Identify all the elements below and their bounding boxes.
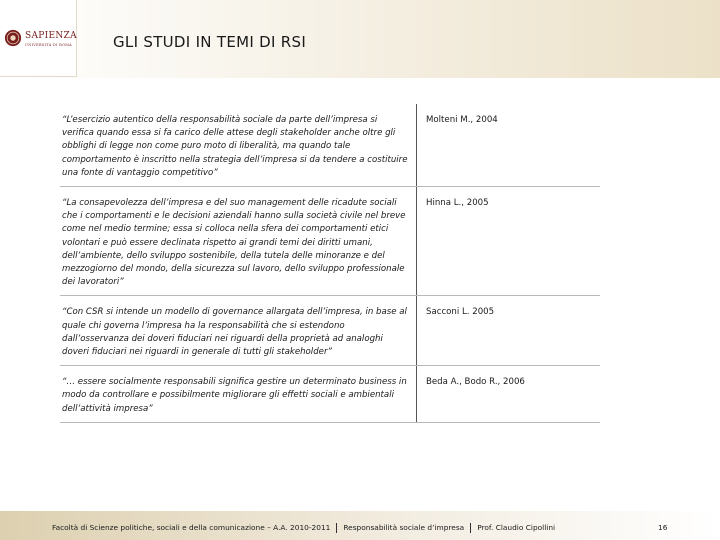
footer-divider — [470, 523, 471, 533]
quote-cell: “La consapevolezza dell’impresa e del suo management delle ricadute sociali che i comportamenti e le decisioni aziendali hanno sulla società civile nel breve come nel medio termine; essa si colloca nella sfera dei comportamenti etici volontari e può essere declinata rispetto ai grandi temi dei diritti umani, dell’ambiente, dello sviluppo sostenibile, della tutela delle minoranze e del mezzogiorno del mondo, della sicurezza sul lavoro, dello sviluppo professionale dei lavoratori” — [60, 187, 417, 295]
footer-faculty: Facoltà di Scienze politiche, sociali e della comunicazione – A.A. 2010-2011 — [52, 523, 331, 532]
header-bar — [0, 0, 720, 78]
author-cell: Beda A., Bodo R., 2006 — [426, 377, 525, 388]
footer-divider — [336, 523, 337, 533]
logo-subtitle: UNIVERSITÀ DI ROMA — [25, 43, 72, 47]
logo-name: SAPIENZA — [25, 31, 77, 41]
author-cell: Sacconi L. 2005 — [426, 307, 495, 318]
quote-cell: “L’esercizio autentico della responsabilità sociale da parte dell’impresa si verifica quando essa si fa carico delle attese degli stakeholder anche oltre gli obblighi di legge non come puro moto di liberalità, ma quando tale comportamento è inscritto nella strategia dell’impresa si da tendere a costituire una fonte di vantaggio competitivo” — [60, 104, 417, 186]
author-cell: Hinna L., 2005 — [426, 198, 489, 209]
author-cell: Molteni M., 2004 — [426, 115, 498, 125]
table-row — [60, 296, 600, 366]
logo — [0, 0, 77, 77]
quote-cell: “Con CSR si intende un modello di governance allargata dell’impresa, in base al quale chi governa l’impresa ha la responsabilità che si estendono dall’osservanza dei doveri fiduciari nei riguardi della proprietà ad analoghi doveri fiduciari nei riguardi in generale di tutti gli stakeholder” — [60, 296, 417, 365]
university-seal-icon — [4, 29, 22, 47]
footer-professor: Prof. Claudio Cipollini — [477, 523, 556, 532]
quote-cell: “… essere socialmente responsabili significa gestire un determinato business in modo da controllare e possibilmente migliorare gli effetti sociali e ambientali dell’attività impresa” — [60, 366, 417, 422]
definitions-table — [60, 104, 600, 423]
table-row — [60, 366, 600, 423]
footer-course: Responsabilità sociale d’impresa — [343, 523, 465, 532]
table-row — [60, 187, 600, 296]
page-title: GLI STUDI IN TEMI DI RSI — [113, 33, 307, 51]
footer-text — [52, 523, 555, 533]
page-number: 16 — [658, 523, 668, 532]
table-row — [60, 104, 600, 187]
